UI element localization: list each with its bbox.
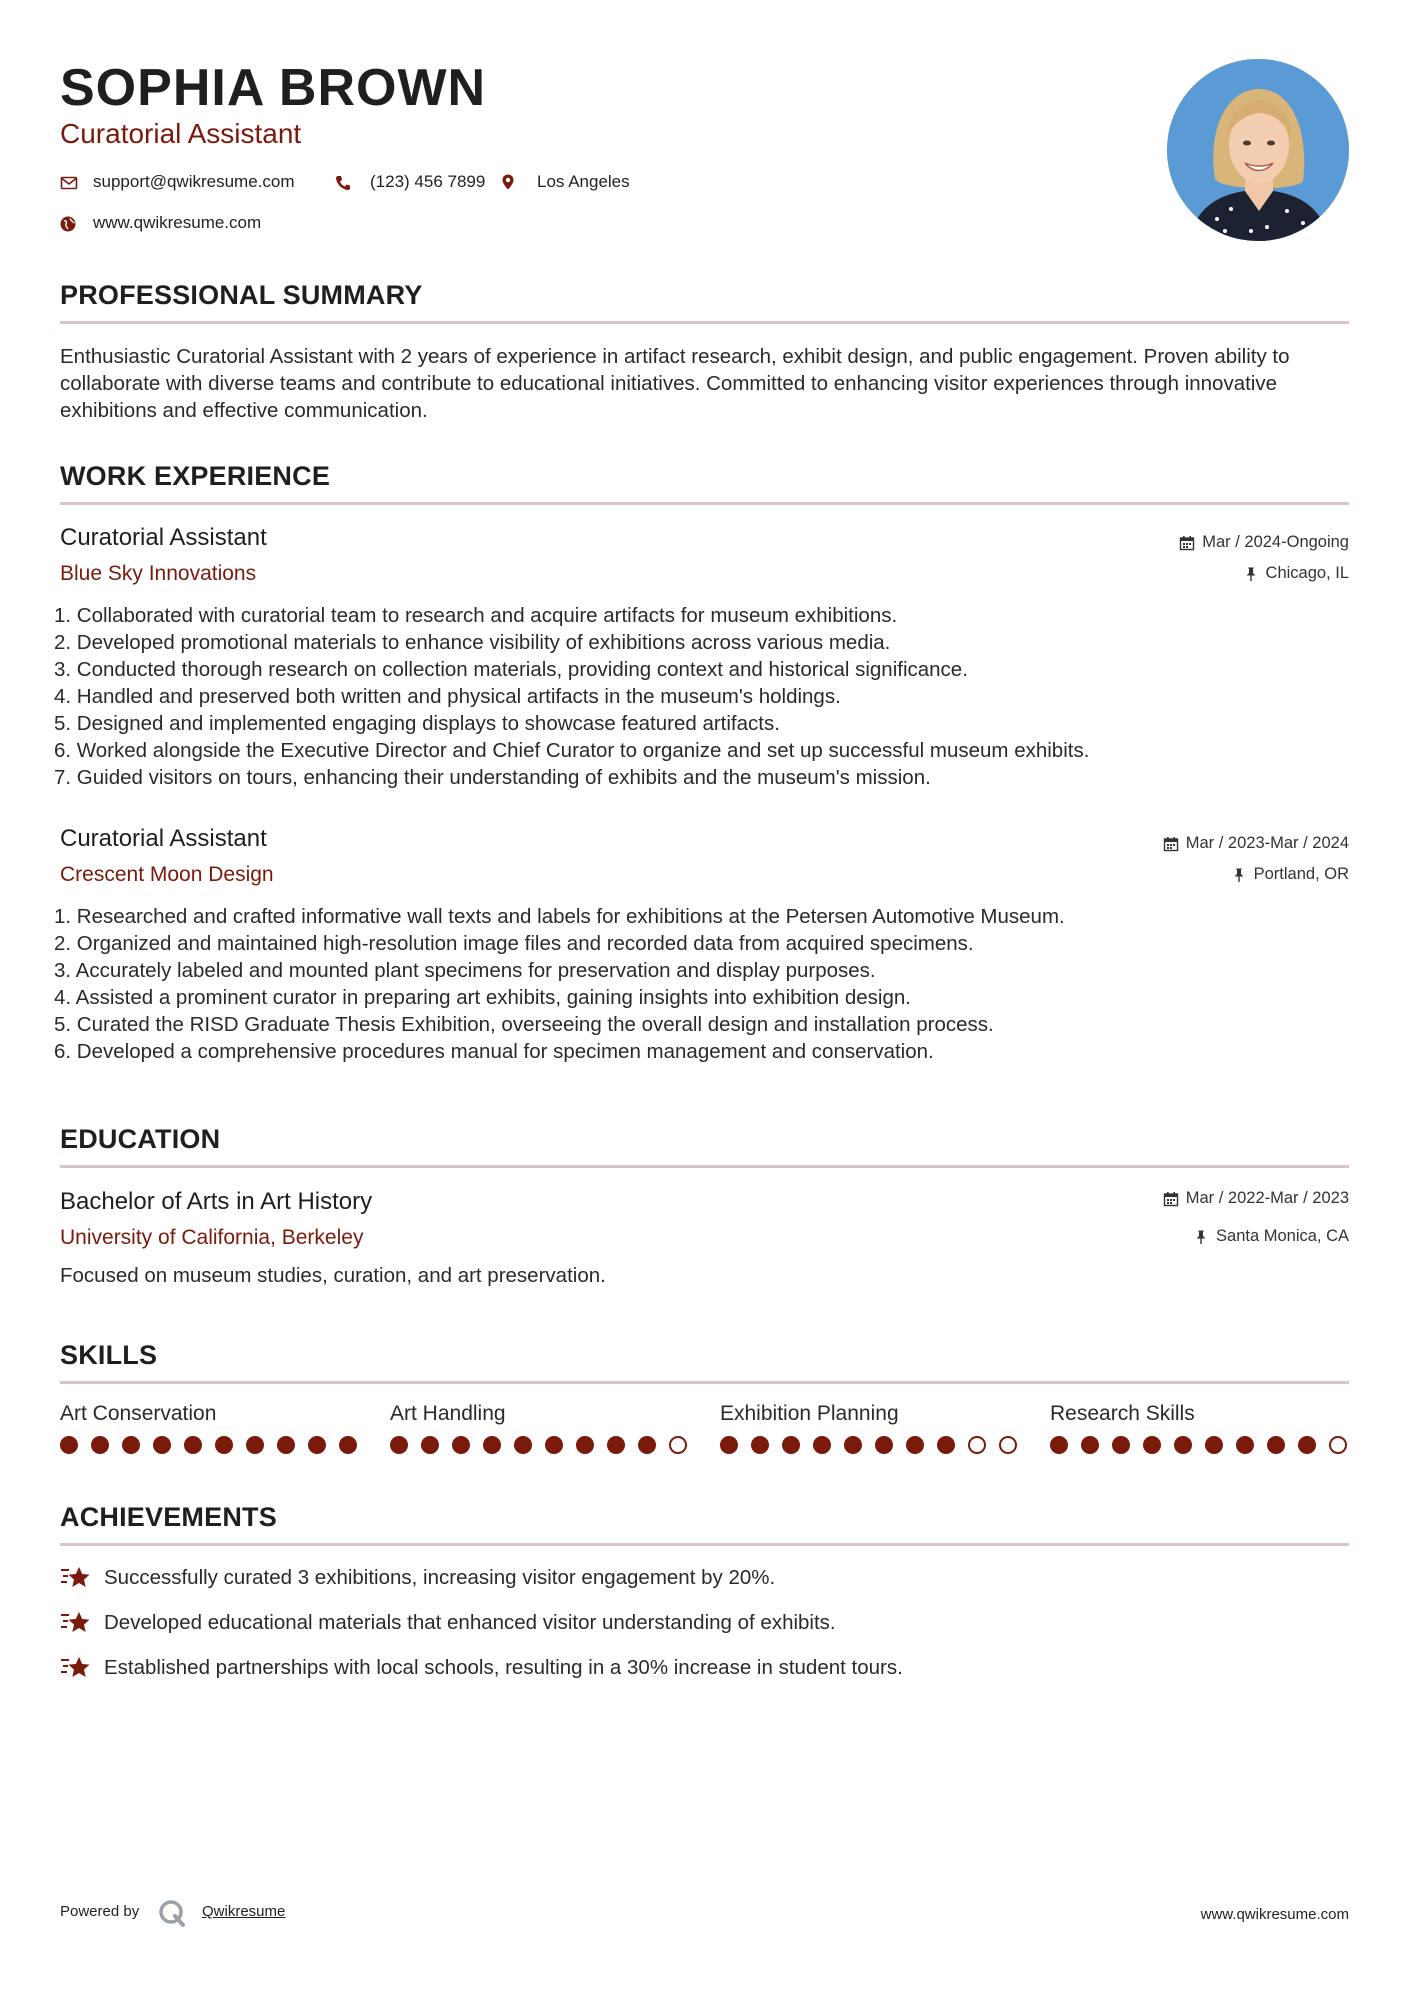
section-divider: [60, 502, 1349, 505]
rating-dot-filled: [720, 1436, 738, 1454]
skill-name: Art Conservation: [60, 1402, 217, 1425]
rating-dot-empty: [669, 1436, 687, 1454]
section-divider: [60, 1165, 1349, 1168]
rating-dot-filled: [937, 1436, 955, 1454]
rating-dot-filled: [607, 1436, 625, 1454]
footer-website-link[interactable]: www.qwikresume.com: [1200, 1906, 1349, 1923]
section-divider: [60, 321, 1349, 324]
job-duties-list: [54, 602, 1089, 791]
powered-by-label: Powered by: [60, 1903, 140, 1920]
skill-name: Research Skills: [1050, 1402, 1195, 1425]
rating-dot-filled: [1236, 1436, 1254, 1454]
profile-photo: [1167, 59, 1349, 241]
job-location-text: Chicago, IL: [1265, 564, 1349, 582]
skill-rating: [720, 1436, 1017, 1454]
section-title-summary: PROFESSIONAL SUMMARY: [60, 280, 423, 310]
phone-icon: [334, 174, 352, 192]
skill-rating: [1050, 1436, 1347, 1454]
job-location: [1231, 865, 1349, 884]
list-item: 1. Collaborated with curatorial team to research and acquire artifacts for museum exhibitions.: [54, 604, 898, 627]
rating-dot-filled: [390, 1436, 408, 1454]
rating-dot-filled: [844, 1436, 862, 1454]
achievement-item: [60, 1564, 775, 1592]
list-item: 2. Organized and maintained high-resolution image files and recorded data from acquired specimens.: [54, 932, 974, 955]
job-location: [1243, 564, 1349, 583]
school-name: University of California, Berkeley: [60, 1226, 364, 1249]
rating-dot-empty: [999, 1436, 1017, 1454]
job-location-text: Portland, OR: [1253, 865, 1349, 883]
list-item: 1. Researched and crafted informative wall texts and labels for exhibitions at the Petersen Automotive Museum.: [54, 905, 1065, 928]
list-item: 6. Developed a comprehensive procedures manual for specimen management and conservation.: [54, 1040, 934, 1063]
job-dates-text: Mar / 2023-Mar / 2024: [1185, 834, 1349, 852]
section-divider: [60, 1381, 1349, 1384]
rating-dot-filled: [246, 1436, 264, 1454]
list-item: 3. Conducted thorough research on collection materials, providing context and historical significance.: [54, 658, 968, 681]
job-dates: [1179, 533, 1349, 552]
degree-title: Bachelor of Arts in Art History: [60, 1188, 373, 1215]
star-icon: [60, 1564, 92, 1592]
education-location-text: Santa Monica, CA: [1216, 1227, 1349, 1245]
website-link[interactable]: www.qwikresume.com: [93, 213, 262, 232]
email-link[interactable]: support@qwikresume.com: [93, 172, 295, 191]
skill-item: [60, 1402, 357, 1454]
section-title-education: EDUCATION: [60, 1124, 221, 1154]
rating-dot-empty: [1329, 1436, 1347, 1454]
job-title: Curatorial Assistant: [60, 825, 267, 852]
rating-dot-filled: [751, 1436, 769, 1454]
achievement-item: [60, 1654, 903, 1682]
rating-dot-filled: [1050, 1436, 1068, 1454]
skills-grid: [60, 1402, 1349, 1462]
skill-name: Exhibition Planning: [720, 1402, 899, 1425]
rating-dot-filled: [122, 1436, 140, 1454]
skill-item: [390, 1402, 687, 1454]
achievement-text: Established partnerships with local schools, resulting in a 30% increase in student tours.: [104, 1656, 903, 1679]
rating-dot-filled: [277, 1436, 295, 1454]
pushpin-icon: [1193, 1229, 1209, 1245]
star-icon: [60, 1654, 92, 1682]
section-divider: [60, 1543, 1349, 1546]
star-icon: [60, 1609, 92, 1637]
section-title-skills: SKILLS: [60, 1340, 158, 1370]
globe-icon: [59, 215, 77, 233]
job-company: Crescent Moon Design: [60, 863, 274, 886]
rating-dot-filled: [215, 1436, 233, 1454]
rating-dot-empty: [968, 1436, 986, 1454]
calendar-icon: [1163, 836, 1179, 852]
list-item: 6. Worked alongside the Executive Director and Chief Curator to organize and set up successful museum exhibits.: [54, 739, 1090, 762]
job-title: Curatorial Assistant: [60, 524, 267, 551]
phone-number[interactable]: (123) 456 7899: [370, 172, 486, 191]
pushpin-icon: [1243, 566, 1259, 582]
skill-rating: [390, 1436, 687, 1454]
list-item: 4. Assisted a prominent curator in preparing art exhibits, gaining insights into exhibition design.: [54, 986, 911, 1009]
achievement-item: [60, 1609, 836, 1637]
calendar-icon: [1179, 535, 1195, 551]
pushpin-icon: [1231, 867, 1247, 883]
rating-dot-filled: [60, 1436, 78, 1454]
rating-dot-filled: [875, 1436, 893, 1454]
skill-name: Art Handling: [390, 1402, 506, 1425]
rating-dot-filled: [153, 1436, 171, 1454]
rating-dot-filled: [1112, 1436, 1130, 1454]
job-dates-text: Mar / 2024-Ongoing: [1202, 533, 1349, 551]
rating-dot-filled: [91, 1436, 109, 1454]
job-company: Blue Sky Innovations: [60, 562, 257, 585]
list-item: 4. Handled and preserved both written and physical artifacts in the museum's holdings.: [54, 685, 841, 708]
skill-rating: [60, 1436, 357, 1454]
education-dates-text: Mar / 2022-Mar / 2023: [1185, 1189, 1349, 1207]
list-item: 7. Guided visitors on tours, enhancing their understanding of exhibits and the museum's mission.: [54, 766, 931, 789]
rating-dot-filled: [576, 1436, 594, 1454]
qwikresume-link[interactable]: Qwikresume: [202, 1903, 286, 1920]
list-item: 3. Accurately labeled and mounted plant specimens for preservation and display purposes.: [54, 959, 876, 982]
location-text: Los Angeles: [537, 172, 630, 191]
rating-dot-filled: [1267, 1436, 1285, 1454]
achievement-text: Developed educational materials that enhanced visitor understanding of exhibits.: [104, 1611, 836, 1634]
rating-dot-filled: [514, 1436, 532, 1454]
qwikresume-logo-icon: [157, 1898, 187, 1928]
rating-dot-filled: [452, 1436, 470, 1454]
rating-dot-filled: [906, 1436, 924, 1454]
education-location: [1193, 1227, 1349, 1246]
rating-dot-filled: [421, 1436, 439, 1454]
rating-dot-filled: [1298, 1436, 1316, 1454]
avatar-illustration: [1167, 59, 1349, 241]
section-title-achievements: ACHIEVEMENTS: [60, 1502, 277, 1532]
education-dates: [1163, 1189, 1349, 1208]
rating-dot-filled: [184, 1436, 202, 1454]
rating-dot-filled: [782, 1436, 800, 1454]
rating-dot-filled: [1081, 1436, 1099, 1454]
achievement-text: Successfully curated 3 exhibitions, increasing visitor engagement by 20%.: [104, 1566, 776, 1589]
calendar-icon: [1163, 1191, 1179, 1207]
rating-dot-filled: [308, 1436, 326, 1454]
section-title-experience: WORK EXPERIENCE: [60, 461, 331, 491]
candidate-role: Curatorial Assistant: [60, 118, 302, 149]
education-description: Focused on museum studies, curation, and art preservation.: [60, 1264, 606, 1287]
envelope-icon: [60, 174, 78, 192]
job-dates: [1163, 834, 1349, 853]
skill-item: [720, 1402, 1017, 1454]
job-duties-list: [54, 903, 1065, 1065]
summary-text: Enthusiastic Curatorial Assistant with 2 years of experience in artifact research, exhibit design, and public engagement. Proven ability to collaborate with diverse teams and contribute to educational initiatives. Committed to enhancing visitor experiences through innovative exhibitions and effective communication.: [60, 345, 1290, 422]
list-item: 5. Designed and implemented engaging displays to showcase featured artifacts.: [54, 712, 780, 735]
rating-dot-filled: [638, 1436, 656, 1454]
rating-dot-filled: [483, 1436, 501, 1454]
rating-dot-filled: [1174, 1436, 1192, 1454]
list-item: 5. Curated the RISD Graduate Thesis Exhibition, overseeing the overall design and installation process.: [54, 1013, 994, 1036]
skill-item: [1050, 1402, 1347, 1454]
rating-dot-filled: [813, 1436, 831, 1454]
rating-dot-filled: [1205, 1436, 1223, 1454]
rating-dot-filled: [339, 1436, 357, 1454]
candidate-name: SOPHIA BROWN: [60, 59, 487, 117]
list-item: 2. Developed promotional materials to enhance visibility of exhibitions across various media.: [54, 631, 891, 654]
rating-dot-filled: [1143, 1436, 1161, 1454]
map-pin-icon: [499, 173, 517, 191]
rating-dot-filled: [545, 1436, 563, 1454]
